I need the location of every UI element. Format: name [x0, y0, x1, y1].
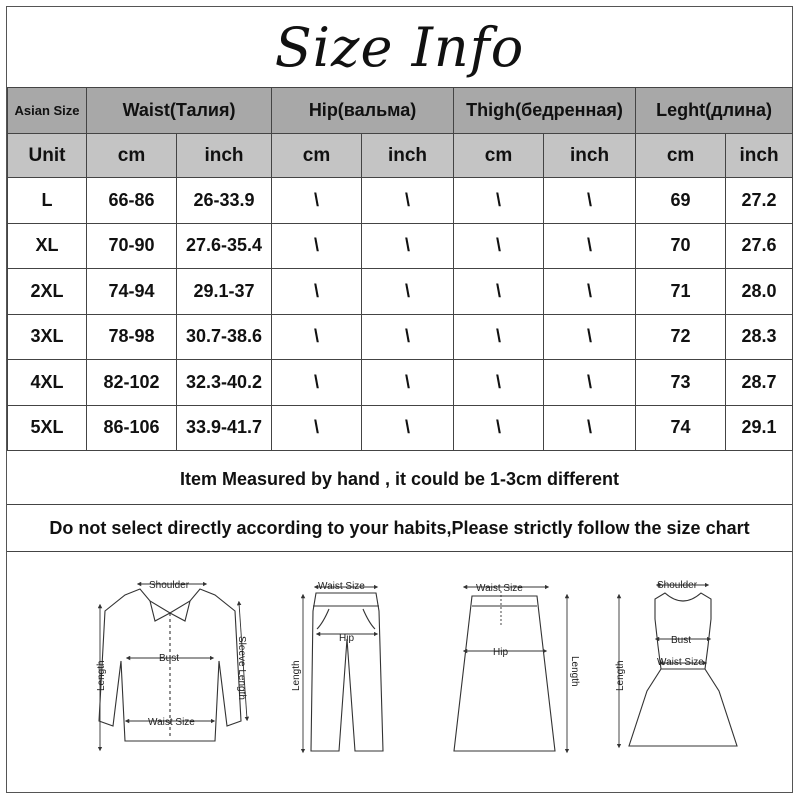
- cell-size: 2XL: [8, 269, 87, 315]
- cell-thigh-inch: \: [544, 269, 636, 315]
- table-header-row: [8, 88, 793, 134]
- cell-thigh-cm: \: [454, 405, 544, 451]
- cell-waist-cm: 78-98: [87, 314, 177, 360]
- table-row: [8, 269, 793, 315]
- dress-bust-label: Bust: [671, 635, 692, 646]
- cell-thigh-cm: \: [454, 314, 544, 360]
- cell-thigh-cm: \: [454, 223, 544, 269]
- table-row: [8, 223, 793, 269]
- skirt-length-label: Length: [569, 656, 580, 687]
- pants-icon: [311, 593, 383, 751]
- cell-length-inch: 27.2: [726, 178, 793, 224]
- cell-length-cm: 72: [636, 314, 726, 360]
- cell-hip-cm: \: [272, 269, 362, 315]
- cell-length-inch: 28.0: [726, 269, 793, 315]
- cell-size: XL: [8, 223, 87, 269]
- cell-hip-inch: \: [362, 314, 454, 360]
- cell-length-inch: 28.7: [726, 360, 793, 406]
- cell-size: 3XL: [8, 314, 87, 360]
- dress-shoulder-label: Shoulder: [657, 580, 698, 591]
- cell-hip-cm: \: [272, 360, 362, 406]
- header-hip: Hip(вальма): [272, 88, 454, 134]
- cell-hip-cm: \: [272, 314, 362, 360]
- cell-length-inch: 28.3: [726, 314, 793, 360]
- cell-waist-cm: 70-90: [87, 223, 177, 269]
- cell-hip-inch: \: [362, 405, 454, 451]
- cell-hip-inch: \: [362, 223, 454, 269]
- cell-length-cm: 74: [636, 405, 726, 451]
- cell-thigh-cm: \: [454, 269, 544, 315]
- cell-thigh-inch: \: [544, 360, 636, 406]
- measurement-note: Item Measured by hand , it could be 1-3cm different: [7, 455, 792, 505]
- shirt-length-label: Length: [96, 660, 107, 691]
- cell-thigh-inch: \: [544, 314, 636, 360]
- table-unit-row: [8, 134, 793, 178]
- shirt-sleeve-label: Sleeve Length: [236, 636, 247, 700]
- unit-waist-inch: inch: [177, 134, 272, 178]
- cell-thigh-cm: \: [454, 360, 544, 406]
- unit-length-cm: cm: [636, 134, 726, 178]
- table-row: [8, 314, 793, 360]
- cell-waist-inch: 30.7-38.6: [177, 314, 272, 360]
- skirt-hip-label: Hip: [493, 647, 509, 658]
- dress-waist-label: Waist Size: [657, 657, 704, 668]
- header-waist: Waist(Талия): [87, 88, 272, 134]
- unit-hip-inch: inch: [362, 134, 454, 178]
- cell-thigh-inch: \: [544, 178, 636, 224]
- cell-thigh-inch: \: [544, 223, 636, 269]
- shirt-shoulder-label: Shoulder: [149, 580, 190, 591]
- cell-hip-inch: \: [362, 269, 454, 315]
- cell-waist-inch: 26-33.9: [177, 178, 272, 224]
- cell-waist-cm: 66-86: [87, 178, 177, 224]
- unit-thigh-inch: inch: [544, 134, 636, 178]
- cell-hip-inch: \: [362, 178, 454, 224]
- size-advice-note: Do not select directly according to your habits,Please strictly follow the size chart: [7, 505, 792, 552]
- header-length: Leght(длина): [636, 88, 793, 134]
- unit-length-inch: inch: [726, 134, 793, 178]
- skirt-icon: [454, 596, 555, 751]
- shirt-waist-label: Waist Size: [148, 717, 195, 728]
- dress-length-label: Length: [615, 660, 626, 691]
- cell-hip-cm: \: [272, 405, 362, 451]
- cell-waist-cm: 82-102: [87, 360, 177, 406]
- cell-hip-cm: \: [272, 223, 362, 269]
- unit-thigh-cm: cm: [454, 134, 544, 178]
- cell-waist-inch: 29.1-37: [177, 269, 272, 315]
- cell-thigh-inch: \: [544, 405, 636, 451]
- shirt-bust-label: Bust: [159, 653, 180, 664]
- header-thigh: Thigh(бедренная): [454, 88, 636, 134]
- table-row: [8, 405, 793, 451]
- cell-hip-inch: \: [362, 360, 454, 406]
- size-table: [7, 87, 793, 451]
- cell-size: 5XL: [8, 405, 87, 451]
- page-title: Size Info: [274, 15, 525, 79]
- pants-waist-label: Waist Size: [318, 581, 365, 592]
- cell-waist-inch: 33.9-41.7: [177, 405, 272, 451]
- cell-size: 4XL: [8, 360, 87, 406]
- measurement-figures: [7, 551, 792, 792]
- cell-waist-cm: 86-106: [87, 405, 177, 451]
- cell-length-cm: 71: [636, 269, 726, 315]
- pants-length-label: Length: [291, 660, 302, 691]
- cell-thigh-cm: \: [454, 178, 544, 224]
- pants-hip-label: Hip: [339, 633, 355, 644]
- garment-diagrams: [7, 551, 792, 792]
- table-body: [8, 178, 793, 451]
- cell-waist-inch: 27.6-35.4: [177, 223, 272, 269]
- unit-hip-cm: cm: [272, 134, 362, 178]
- table-row: [8, 178, 793, 224]
- unit-waist-cm: cm: [87, 134, 177, 178]
- header-asian-size: Asian Size: [8, 88, 87, 134]
- cell-waist-cm: 74-94: [87, 269, 177, 315]
- skirt-waist-label: Waist Size: [476, 583, 523, 594]
- cell-length-cm: 69: [636, 178, 726, 224]
- cell-length-cm: 73: [636, 360, 726, 406]
- dress-icon: [629, 593, 737, 746]
- table-row: [8, 360, 793, 406]
- unit-label: Unit: [8, 134, 87, 178]
- cell-length-cm: 70: [636, 223, 726, 269]
- cell-waist-inch: 32.3-40.2: [177, 360, 272, 406]
- cell-size: L: [8, 178, 87, 224]
- cell-hip-cm: \: [272, 178, 362, 224]
- cell-length-inch: 27.6: [726, 223, 793, 269]
- cell-length-inch: 29.1: [726, 405, 793, 451]
